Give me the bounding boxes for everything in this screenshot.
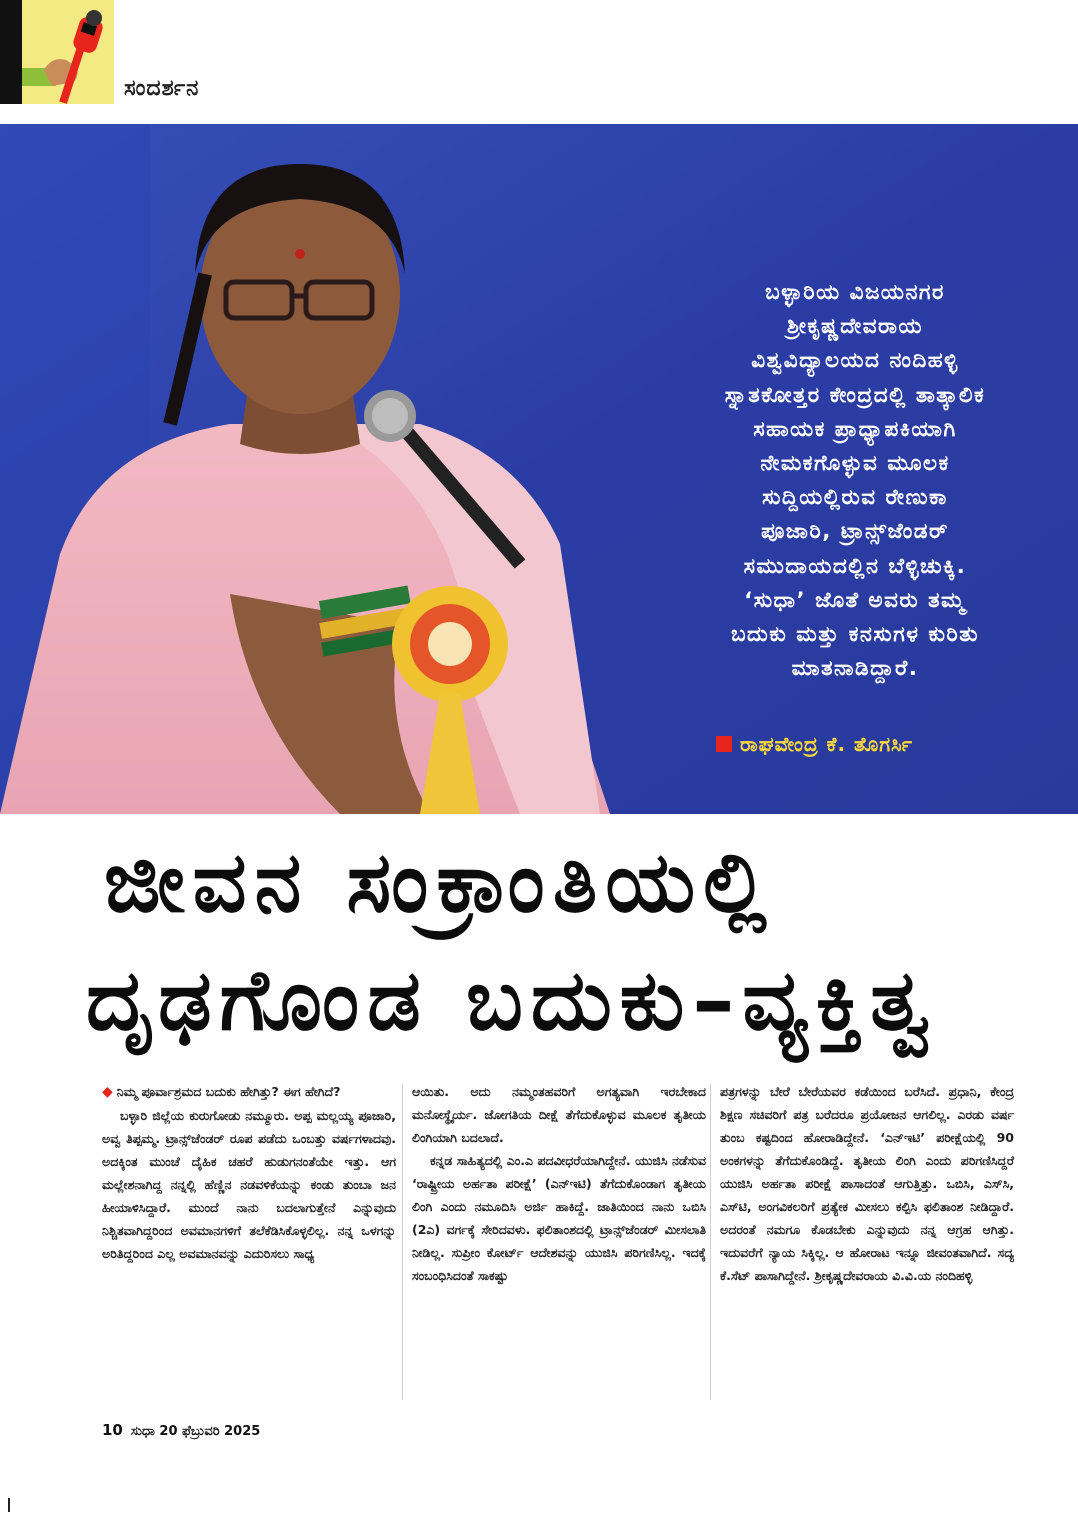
diamond-bullet-icon: ◆	[102, 1084, 113, 1100]
headline-line-1: ಜೀವನ ಸಂಕ್ರಾಂತಿಯಲ್ಲಿ	[104, 833, 775, 931]
body-column-3	[720, 1080, 1014, 1287]
byline-bullet	[716, 736, 732, 752]
paragraph: ಪತ್ರಗಳನ್ನು ಬೇರೆ ಬೇರೆಯವರ ಕಡೆಯಿಂದ ಬರೆಸಿದೆ. ಪ್ರಧಾನಿ, ಕೇಂದ್ರ ಶಿಕ್ಷಣ ಸಚಿವರಿಗೆ ಪತ್ರ ಬರೆದರೂ ಪ್ರಯೋಜನ ಆಗಲಿಲ್ಲ. ಎರಡು ವರ್ಷ ತುಂಬ ಕಷ್ಟದಿಂದ ಹೋರಾಡಿದ್ದೇನೆ. ‘ಎನ್‌ಇಟಿ’ ಪರೀಕ್ಷೆಯಲ್ಲಿ 90 ಅಂಕಗಳನ್ನು ತೆಗೆದುಕೊಂಡಿದ್ದೆ. ತೃತೀಯ ಲಿಂಗಿ ಎಂದು ಪರಿಗಣಿಸಿದ್ದರೆ ಯುಜಿಸಿ ಅರ್ಹತಾ ಪರೀಕ್ಷೆ ಪಾಸಾದಂತೆ ಆಗುತ್ತಿತ್ತು. ಒಬಿಸಿ, ಎಸ್‌ಸಿ, ಎಸ್‌ಟಿ, ಅಂಗವಿಕಲರಿಗೆ ಪ್ರತ್ಯೇಕ ಮೀಸಲು ಕಲ್ಪಿಸಿ ಫಲಿತಾಂಶ ನೀಡಿದ್ದಾರೆ. ಅದರಂತೆ ನಮಗೂ ಕೊಡಬೇಕು ಎನ್ನುವುದು ನನ್ನ ಆಗ್ರಹ ಆಗಿತ್ತು. ಇದುವರೆಗೆ ನ್ಯಾಯ ಸಿಕ್ಕಿಲ್ಲ. ಆ ಹೋರಾಟ ಇನ್ನೂ ಜೀವಂತವಾಗಿದೆ. ಸದ್ಯ ಕೆ.ಸೆಟ್ ಪಾಸಾಗಿದ್ದೇನೆ. ಶ್ರೀಕೃಷ್ಣದೇವರಾಯ ವಿ.ವಿ.ಯ ನಂದಿಹಳ್ಳಿ	[720, 1084, 1014, 1283]
hero-photo	[0, 124, 1078, 814]
body-column-1	[102, 1080, 396, 1265]
column-divider	[402, 1084, 403, 1400]
body-column-2	[412, 1080, 706, 1287]
crop-mark	[8, 1498, 10, 1512]
folio	[102, 1421, 260, 1439]
standfirst: ಬಳ್ಳಾರಿಯ ವಿಜಯನಗರ ಶ್ರೀಕೃಷ್ಣದೇವರಾಯ ವಿಶ್ವವಿದ್ಯಾಲಯದ ನಂದಿಹಳ್ಳಿ ಸ್ನಾತಕೋತ್ತರ ಕೇಂದ್ರದಲ್ಲಿ ತಾತ್ಕಾಲಿಕ ಸಹಾಯಕ ಪ್ರಾಧ್ಯಾಪಕಿಯಾಗಿ ನೇಮಕಗೊಳ್ಳುವ ಮೂಲಕ ಸುದ್ದಿಯಲ್ಲಿರುವ ರೇಣುಕಾ ಪೂಜಾರಿ, ಟ್ರಾನ್ಸ್‌ಜೆಂಡರ್ ಸಮುದಾಯದಲ್ಲಿನ ಬೆಳ್ಳಿಚುಕ್ಕಿ. ‘ಸುಧಾ’ ಜೊತೆ ಅವರು ತಮ್ಮ ಬದುಕು ಮತ್ತು ಕನಸುಗಳ ಕುರಿತು ಮಾತನಾಡಿದ್ದಾರೆ.	[724, 280, 986, 682]
byline-author: ರಾಘವೇಂದ್ರ ಕೆ. ತೊಗರ್ಸಿ	[740, 732, 914, 756]
paragraph: ಆಯಿತು. ಅದು ನಮ್ಮಂತಹವರಿಗೆ ಅಗತ್ಯವಾಗಿ ಇರಬೇಕಾದ ಮನೋಸ್ಥೈರ್ಯ. ಜೋಗತಿಯ ದೀಕ್ಷೆ ತೆಗೆದುಕೊಳ್ಳುವ ಮೂಲಕ ತೃತೀಯ ಲಿಂಗಿಯಾಗಿ ಬದಲಾದೆ.	[412, 1084, 706, 1145]
paragraph: ಬಳ್ಳಾರಿ ಜಿಲ್ಲೆಯ ಕುರುಗೋಡು ನಮ್ಮೂರು. ಅಪ್ಪ ಮಲ್ಲಯ್ಯ ಪೂಜಾರಿ, ಅವ್ವ ತಿಪ್ಪಮ್ಮ. ಟ್ರಾನ್ಸ್‌ಜೆಂಡರ್ ರೂಪ ಪಡೆದು ಒಂಬತ್ತು ವರ್ಷಗಳಾದವು. ಅದಕ್ಕಿಂತ ಮುಂಚೆ ದೈಹಿಕ ಚಹರೆ ಹುಡುಗನಂತೆಯೇ ಇತ್ತು. ಆಗ ಮಲ್ಲೇಶನಾಗಿದ್ದ ನನ್ನಲ್ಲಿ ಹೆಣ್ಣಿನ ನಡವಳಿಕೆಯನ್ನು ಕಂಡು ತುಂಬಾ ಜನ ಹೀಯಾಳಿಸಿದ್ದಾರೆ. ಮುಂದೆ ನಾನು ಬದಲಾಗುತ್ತೇನೆ ಎನ್ನುವುದು ನಿಶ್ಚಿತವಾಗಿದ್ದರಿಂದ ಅವಮಾನಗಳಿಗೆ ತಲೆಕೆಡಿಸಿಕೊಳ್ಳಲಿಲ್ಲ. ನನ್ನ ಒಳಗನ್ನು ಅರಿತಿದ್ದರಿಂದ ಎಲ್ಲ ಅವಮಾನವನ್ನು ಎದುರಿಸಲು ಸಾಧ್ಯ	[102, 1108, 396, 1261]
page-number: 10	[102, 1421, 123, 1439]
interview-question	[102, 1080, 396, 1104]
column-divider	[710, 1084, 711, 1400]
issue-line: ಸುಧಾ 20 ಫೆಬ್ರುವರಿ 2025	[130, 1424, 261, 1439]
section-label: ಸಂದರ್ಶನ	[124, 76, 200, 101]
paragraph: ಕನ್ನಡ ಸಾಹಿತ್ಯದಲ್ಲಿ ಎಂ.ಎ ಪದವೀಧರೆಯಾಗಿದ್ದೇನೆ. ಯುಜಿಸಿ ನಡೆಸುವ ‘ರಾಷ್ಟ್ರೀಯ ಅರ್ಹತಾ ಪರೀಕ್ಷೆ’ (ಎನ್‌ಇಟಿ) ತೆಗೆದುಕೊಂಡಾಗ ತೃತೀಯ ಲಿಂಗಿ ಎಂದು ನಮೂದಿಸಿ ಅರ್ಜಿ ಹಾಕಿದ್ದೆ. ಜಾತಿಯಿಂದ ನಾನು ಒಬಿಸಿ (2ಎ) ವರ್ಗಕ್ಕೆ ಸೇರಿದವಳು. ಫಲಿತಾಂಶದಲ್ಲಿ ಟ್ರಾನ್ಸ್‌ಜೆಂಡರ್ ಮೀಸಲಾತಿ ನೀಡಿಲ್ಲ. ಸುಪ್ರೀಂ ಕೋರ್ಟ್ ಆದೇಶವನ್ನು ಯುಜಿಸಿ ಪರಿಗಣಿಸಿಲ್ಲ. ಇದಕ್ಕೆ ಸಂಬಂಧಿಸಿದಂತೆ ಸಾಕಷ್ಟು	[412, 1153, 706, 1283]
byline	[716, 732, 913, 756]
microphone-icon	[22, 0, 114, 104]
question-text: ನಿಮ್ಮ ಪೂರ್ವಾಶ್ರಮದ ಬದುಕು ಹೇಗಿತ್ತು? ಈಗ ಹೇಗಿದೆ?	[116, 1084, 341, 1099]
headline-line-2: ದೃಢಗೊಂಡ ಬದುಕು–ವ್ಯಕ್ತಿತ್ವ	[86, 951, 938, 1049]
logo-black-bar	[0, 0, 22, 104]
